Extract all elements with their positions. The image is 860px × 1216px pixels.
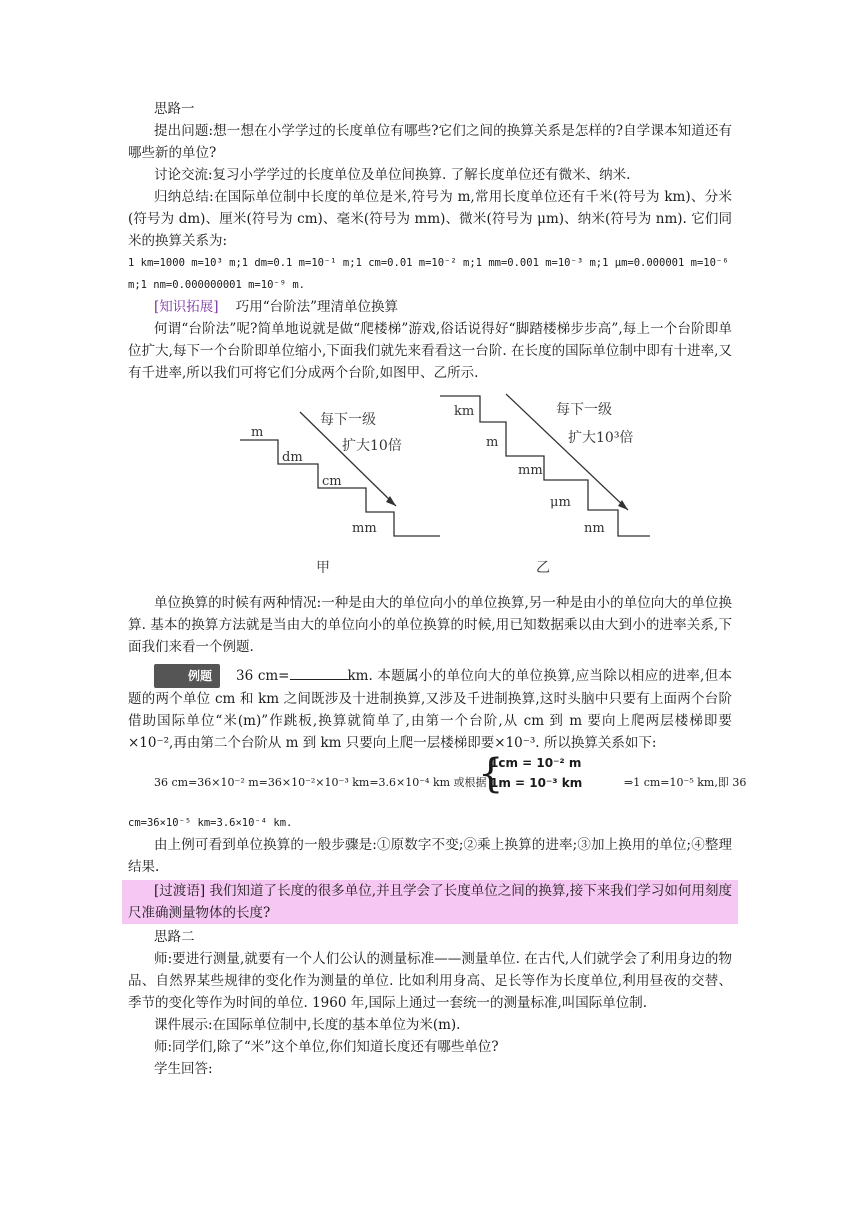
arrow-left-text2: 扩大10倍 [342, 438, 402, 454]
step-left-2: cm [322, 474, 342, 489]
system-row1: 1cm = 10⁻² m [490, 756, 582, 770]
section2-heading: 思路二 [154, 929, 195, 945]
example-badge: 例题 [154, 664, 220, 688]
student-answer-label: 学生回答: [154, 1061, 213, 1077]
example-lead: 36 cm= [236, 668, 290, 684]
step-left-3: mm [352, 521, 377, 536]
calc-left: 36 cm=36×10⁻² m=36×10⁻²×10⁻³ km=3.6×10⁻⁴ km 或根据 [154, 776, 487, 789]
example-paragraph [128, 664, 732, 754]
arrow-right-text1: 每下一级 [556, 402, 612, 418]
question-paragraph: 提出问题:想一想在小学学过的长度单位有哪些?它们之间的换算关系是怎样的?自学课本知道还有哪些新的单位? [128, 123, 732, 161]
transition-text: [过渡语] 我们知道了长度的很多单位,并且学会了长度单位之间的换算,接下来我们学习如何用刻度尺准确测量物体的长度? [128, 883, 732, 921]
arrow-left-text1: 每下一级 [320, 412, 376, 428]
discussion-paragraph: 讨论交流:复习小学学过的长度单位及单位间换算. 了解长度单位还有微米、纳米. [154, 167, 631, 183]
step-right-2: mm [518, 463, 543, 478]
arrow-right-text2: 扩大10³倍 [568, 430, 634, 446]
equation-system [478, 751, 628, 798]
step-left-1: dm [282, 450, 303, 465]
section1-heading: 思路一 [154, 101, 195, 117]
transition-highlight [122, 880, 738, 924]
step-right-1: m [486, 435, 499, 450]
brace-glyph: { [478, 751, 504, 797]
extension-intro: 何谓“台阶法”呢?简单地说就是做“爬楼梯”游戏,俗话说得好“脚踏楼梯步步高”,每上一个台阶即单位扩大,每下一个台阶即单位缩小,下面我们就先来看看这一台阶. 在长度的国际单位制中即有十进率,又有千进率,所以我们可将它们分成两个台阶,如图甲、乙所示. [128, 321, 732, 381]
calc-right: ⇒1 cm=10⁻⁵ km,即 36 [624, 776, 747, 789]
example-answer-blank[interactable] [290, 665, 348, 680]
conversion-paragraph: 单位换算的时候有两种情况:一种是由大的单位向小的单位换算,另一种是由小的单位向大的单位换算. 基本的换算方法就是当由大的单位向小的单位换算的时候,用已知数据乘以由大到小的进率关系,下面我们来看一个例题. [128, 595, 732, 655]
staircase-diagram [128, 388, 732, 586]
conversion-formula-line1: 1 km=1000 m=10³ m;1 dm=0.1 m=10⁻¹ m;1 cm=0.01 m=10⁻² m;1 mm=0.001 m=10⁻³ m;1 μm=0.000001 m=10⁻⁶ [128, 257, 729, 269]
example-rest: km. 本题属小的单位向大的单位换算,应当除以相应的进率,但本题的两个单位 cm 和 km 之间既涉及十进制换算,又涉及千进制换算,这时头脑中只要有上面两个台阶借助国际单位“米(m)”作跳板,换算就简单了,由第一个台阶,从 cm 到 m 要向上爬两层楼梯即要×10⁻²,再由第二个台阶从 m 到 km 只要向上爬一层楼梯即要×10⁻³. 所以换算关系如下: [128, 668, 732, 751]
teacher-paragraph-2: 师:同学们,除了“米”这个单位,你们知道长度还有哪些单位? [154, 1039, 499, 1055]
step-right-0: km [454, 404, 475, 419]
conversion-formula-line2: m;1 nm=0.000000001 m=10⁻⁹ m. [128, 279, 306, 291]
calc-line2: cm=36×10⁻⁵ km=3.6×10⁻⁴ km. [128, 817, 293, 829]
staircase-figure [128, 388, 732, 586]
teacher-paragraph-1: 师:要进行测量,就要有一个人们公认的测量标准——测量单位. 在古代,人们就学会了利用身边的物品、自然界某些规律的变化作为测量的单位. 比如利用身高、足长等作为长度单位,利用昼夜的交替、季节的变化等作为时间的单位. 1960 年,国际上通过一套统一的测量标准,叫国际单位制. [128, 951, 732, 1011]
extension-tag: [知识拓展] [154, 299, 219, 315]
steps-paragraph: 由上例可看到单位换算的一般步骤是:①原数字不变;②乘上换算的进率;③加上换用的单位;④整理结果. [128, 837, 732, 875]
caption-right: 乙 [536, 560, 550, 576]
step-right-3: μm [550, 495, 571, 510]
example-calculation [128, 751, 747, 812]
step-left-0: m [251, 425, 264, 440]
step-right-4: nm [584, 521, 605, 536]
caption-left: 甲 [316, 560, 330, 576]
extension-title: 巧用“台阶法”理清单位换算 [235, 299, 399, 315]
document-page [128, 98, 747, 1080]
courseware-paragraph: 课件展示:在国际单位制中,长度的基本单位为米(m). [154, 1017, 461, 1033]
summary-paragraph: 归纳总结:在国际单位制中长度的单位是米,符号为 m,常用长度单位还有千米(符号为 km)、分米(符号为 dm)、厘米(符号为 cm)、毫米(符号为 mm)、微米(符号为 μm)、纳米(符号为 nm). 它们同米的换算关系为: [128, 189, 732, 249]
extension-heading [128, 296, 732, 318]
system-row2: 1m = 10⁻³ km [490, 776, 583, 790]
